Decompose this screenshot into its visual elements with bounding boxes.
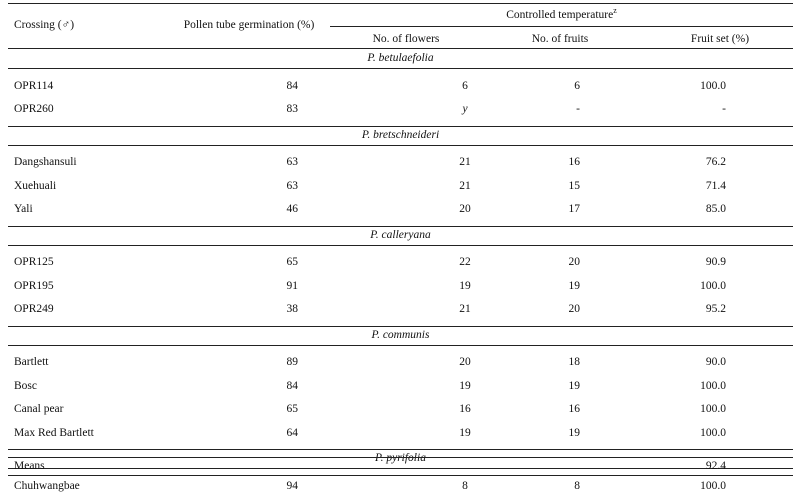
group-divider (8, 226, 793, 227)
germination-cell: 65 (286, 403, 298, 415)
group-divider (8, 449, 793, 450)
header-bottom-rule (8, 48, 793, 49)
species-group-heading: P. bretschneideri (361, 128, 440, 141)
header-controlled-label: Controlled temperature (506, 9, 614, 21)
means-top-rule (8, 457, 793, 458)
crossing-cell: Bosc (14, 379, 37, 392)
germination-cell: 38 (286, 303, 298, 315)
crossing-cell: OPR125 (14, 256, 54, 268)
fruitset-cell: 100.0 (700, 403, 726, 415)
group-divider (8, 326, 793, 327)
crossing-cell: OPR114 (14, 79, 54, 92)
header-germination: Pollen tube germination (%) (183, 19, 315, 31)
fruits-cell: - (576, 103, 580, 115)
flowers-cell: 6 (462, 79, 468, 92)
fruits-cell: 19 (568, 379, 580, 392)
means-label: Means (14, 460, 45, 472)
fruits-cell: 20 (568, 256, 580, 268)
means-value: 92.4 (705, 460, 726, 472)
crossing-cell: OPR195 (14, 279, 54, 292)
flowers-cell: 22 (459, 256, 471, 268)
header-controlled-footnote: z (613, 6, 617, 16)
germination-cell: 91 (286, 279, 298, 292)
flowers-cell: 19 (459, 379, 471, 392)
fruits-cell: 16 (568, 403, 580, 415)
fruits-cell: 18 (568, 356, 580, 368)
flowers-cell: 20 (459, 356, 471, 368)
fruitset-cell: 100.0 (700, 79, 726, 92)
fruitset-cell: - (722, 103, 726, 115)
fruitset-cell: 76.2 (705, 156, 726, 168)
crossing-cell: Bartlett (14, 356, 49, 368)
crossing-cell: Yali (14, 203, 33, 215)
top-rule (8, 3, 793, 4)
flowers-cell: 21 (459, 156, 471, 168)
fruits-cell: 20 (568, 303, 580, 315)
flowers-cell: 19 (459, 279, 471, 292)
flowers-cell: 16 (459, 403, 471, 415)
germination-cell: 63 (286, 156, 298, 168)
fruitset-cell: 71.4 (705, 179, 726, 192)
fruitset-cell: 90.0 (705, 356, 726, 368)
flowers-cell: y (462, 103, 468, 115)
fruits-cell: 19 (568, 426, 580, 439)
crossing-cell: Dangshansuli (14, 156, 77, 168)
group-divider (8, 126, 793, 127)
fruitset-cell: 100.0 (700, 279, 726, 292)
spanner-rule (330, 26, 793, 27)
header-crossing: Crossing (♂) (14, 19, 75, 31)
flowers-cell: 20 (459, 203, 471, 215)
germination-cell: 65 (286, 256, 298, 268)
fruitset-cell: 95.2 (705, 303, 726, 315)
header-no-of-fruits: No. of fruits (531, 33, 589, 45)
fruitset-cell: 100.0 (700, 426, 726, 439)
group-heading-rule (8, 245, 793, 246)
species-group-heading: P. communis (371, 328, 430, 341)
fruitset-cell: 100.0 (700, 479, 726, 492)
germination-cell: 94 (286, 479, 298, 492)
fruitset-cell: 90.9 (705, 256, 726, 268)
germination-cell: 63 (286, 179, 298, 192)
crossing-cell: Max Red Bartlett (14, 426, 94, 439)
crossing-cell: Canal pear (14, 403, 64, 415)
species-group-heading: P. calleryana (370, 228, 431, 241)
germination-cell: 89 (286, 356, 298, 368)
fruits-cell: 15 (568, 179, 580, 192)
germination-cell: 84 (286, 379, 298, 392)
germination-cell: 84 (286, 79, 298, 92)
fruits-cell: 19 (568, 279, 580, 292)
header-no-of-flowers: No. of flowers (372, 33, 440, 45)
flowers-cell: 21 (459, 179, 471, 192)
species-group-heading: P. pyrifolia (375, 452, 426, 464)
crossing-cell: OPR260 (14, 103, 54, 115)
germination-cell: 83 (286, 103, 298, 115)
group-heading-rule (8, 345, 793, 346)
crossing-cell: Chuhwangbae (14, 479, 80, 492)
flowers-cell: 21 (459, 303, 471, 315)
group-heading-rule (8, 145, 793, 146)
germination-cell: 46 (286, 203, 298, 215)
fruitset-cell: 100.0 (700, 379, 726, 392)
germination-cell: 64 (286, 426, 298, 439)
fruits-cell: 8 (574, 479, 580, 492)
species-group-heading: P. betulaefolia (367, 52, 434, 64)
crossing-cell: OPR249 (14, 303, 54, 315)
fruitset-cell: 85.0 (705, 203, 726, 215)
flowers-cell: 19 (459, 426, 471, 439)
fruits-cell: 6 (574, 79, 580, 92)
group-heading-rule (8, 68, 793, 69)
crossing-cell: Xuehuali (14, 179, 57, 192)
header-controlled-temperature (330, 8, 793, 22)
flowers-cell: 8 (462, 479, 468, 492)
header-fruit-set: Fruit set (%) (690, 33, 750, 45)
fruits-cell: 16 (568, 156, 580, 168)
fruits-cell: 17 (568, 203, 580, 215)
